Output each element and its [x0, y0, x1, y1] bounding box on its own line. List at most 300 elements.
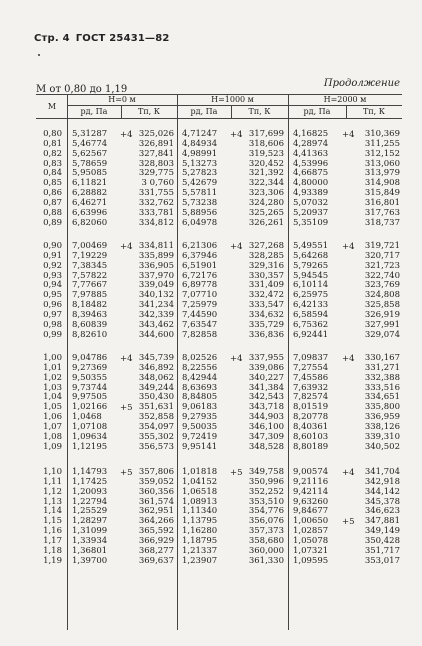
table-cell: 1,02857	[293, 526, 329, 537]
table-cell: 6,51901	[182, 260, 218, 271]
table-cell: 0,96	[43, 300, 62, 311]
table-cell: 4,41363	[293, 148, 329, 159]
table-cell: 311,255	[364, 138, 400, 149]
table-cell: 5,79265	[293, 260, 329, 271]
table-cell: 342,543	[248, 392, 284, 403]
table-cell: 0,95	[43, 290, 62, 301]
table-cell: 9,27935	[182, 412, 218, 423]
table-cell: 347,309	[248, 431, 284, 442]
table-cell: 328,285	[248, 250, 284, 261]
table-cell: 319,523	[248, 148, 284, 159]
pd-h1000-column-block	[182, 468, 230, 566]
table-cell: 8,20778	[293, 412, 329, 423]
table-cell: 1,13	[43, 496, 62, 507]
table-cell: 349,758	[248, 467, 284, 477]
table-cell: 313,060	[364, 158, 400, 169]
table-cell: 1,0468	[72, 412, 102, 423]
table-cell: 350,430	[138, 392, 174, 403]
table-cell: 1,17	[43, 535, 62, 546]
exponent-marker: +4	[230, 242, 243, 252]
table-cell: 4,93389	[293, 188, 329, 199]
exponent-marker: +4	[120, 354, 133, 364]
table-cell: 314,908	[364, 178, 400, 189]
table-cell: 9,95141	[182, 441, 218, 452]
table-cell: 6,10114	[293, 280, 329, 291]
table-cell: 337,955	[248, 353, 284, 363]
table-cell: 6,28882	[72, 188, 108, 199]
exponent-marker: +4	[230, 354, 243, 364]
table-cell: 7,19229	[72, 250, 108, 261]
table-cell: 347,881	[364, 516, 400, 527]
table-cell: 1,06518	[182, 486, 218, 497]
table-cell: 1,03	[43, 382, 62, 393]
table-cell: 330,167	[364, 353, 400, 363]
tp-h2000-column-block	[346, 242, 400, 340]
table-cell: 6,04978	[182, 217, 218, 228]
table-cell: 350,428	[364, 535, 400, 546]
table-cell: 8,22556	[182, 362, 218, 373]
table-cell: 313,979	[364, 168, 400, 179]
table-cell: 356,573	[138, 441, 174, 452]
table-cell: 9,27369	[72, 362, 108, 373]
pd-h1000-column-block	[182, 354, 230, 452]
table-cell: 9,42114	[293, 486, 329, 497]
table-cell: 346,100	[248, 421, 284, 432]
table-cell: 1,16280	[182, 526, 218, 537]
table-cell: 5,88956	[182, 207, 218, 218]
table-cell: 5,35109	[293, 217, 329, 228]
table-cell: 1,11	[43, 476, 62, 487]
table-cell: 0,88	[43, 207, 62, 218]
table-cell: 335,899	[138, 250, 174, 261]
table-cell: 327,268	[248, 241, 284, 251]
table-cell: 4,66875	[293, 168, 329, 179]
group-header-rule	[67, 105, 402, 106]
table-cell: 1,13795	[182, 516, 218, 527]
table-cell: 355,302	[138, 431, 174, 442]
table-cell: 331,755	[138, 188, 174, 199]
table-cell: 320,452	[248, 158, 284, 169]
tp-h0-column-block	[126, 130, 174, 228]
table-cell: 1,12195	[72, 441, 108, 452]
table-cell: 332,388	[364, 372, 400, 383]
table-cell: 1,36801	[72, 545, 108, 556]
table-cell: 364,266	[138, 516, 174, 527]
table-cell: 1,20093	[72, 486, 108, 497]
tp-h0-column-block	[126, 354, 174, 452]
table-cell: 327,841	[138, 148, 174, 159]
table-cell: 329,775	[138, 168, 174, 179]
pd-h1000-column-block	[182, 130, 230, 228]
table-cell: 344,903	[248, 412, 284, 423]
table-cell: 5,46774	[72, 138, 108, 149]
table-cell: 340,132	[138, 290, 174, 301]
table-cell: 9,50355	[72, 372, 108, 383]
table-cell: 7,97885	[72, 290, 108, 301]
table-cell: 368,277	[138, 545, 174, 556]
table-cell: 312,152	[364, 148, 400, 159]
table-cell: 357,806	[138, 467, 174, 477]
table-cell: 5,20937	[293, 207, 329, 218]
table-cell: 351,631	[138, 402, 174, 413]
table-cell: 327,991	[364, 319, 400, 330]
table-cell: 348,528	[248, 441, 284, 452]
table-cell: 352,252	[248, 486, 284, 497]
table-cell: 343,718	[248, 402, 284, 413]
table-cell: 0,93	[43, 270, 62, 281]
table-cell: 345,378	[364, 496, 400, 507]
table-cell: 5,13273	[182, 158, 218, 169]
table-cell: 329,074	[364, 329, 400, 340]
table-cell: 331,409	[248, 280, 284, 291]
table-cell: 337,970	[138, 270, 174, 281]
table-cell: 1,15	[43, 516, 62, 527]
tp-h2000-column-block	[346, 354, 400, 452]
table-cell: 1,08913	[182, 496, 218, 507]
table-cell: 360,356	[138, 486, 174, 497]
group-header-h2000: H=2000 м	[323, 95, 367, 104]
table-cell: 0,91	[43, 250, 62, 261]
table-cell: 349,149	[364, 526, 400, 537]
table-cell: 1,01	[43, 362, 62, 373]
tp-h1000-column-block	[234, 354, 284, 452]
table-cell: 6,63996	[72, 207, 108, 218]
table-cell: 5,27823	[182, 168, 218, 179]
table-cell: 7,00469	[72, 241, 108, 251]
table-cell: 1,07108	[72, 421, 108, 432]
table-cell: 0,99	[43, 329, 62, 340]
table-cell: 8,63693	[182, 382, 218, 393]
table-cell: 7,25979	[182, 300, 218, 311]
table-cell: 0,84	[43, 168, 62, 179]
table-cell: 321,392	[248, 168, 284, 179]
col-divider	[177, 94, 178, 630]
tp-h2000-column-block	[346, 130, 400, 228]
tp-h1000-column-block	[234, 130, 284, 228]
sub-header-pd: pд, Па	[80, 107, 108, 116]
table-cell: 1,08	[43, 431, 62, 442]
table-cell: 1,19	[43, 555, 62, 566]
table-cell: 354,776	[248, 506, 284, 517]
table-cell: 324,808	[364, 290, 400, 301]
table-cell: 5,49551	[293, 241, 329, 251]
table-cell: 9,63260	[293, 496, 329, 507]
table-cell: 326,261	[248, 217, 284, 228]
sub-header-pd: pд, Па	[303, 107, 331, 116]
table-cell: 338,126	[364, 421, 400, 432]
table-cell: 0,92	[43, 260, 62, 271]
table-cell: 346,623	[364, 506, 400, 517]
pd-h0-column-block	[72, 242, 120, 340]
table-cell: 7,57822	[72, 270, 108, 281]
table-cell: 1,07	[43, 421, 62, 432]
sub-header-tp: Tп, К	[363, 107, 385, 116]
table-cell: 365,592	[138, 526, 174, 537]
table-cell: 330,357	[248, 270, 284, 281]
table-cell: 4,16825	[293, 129, 329, 139]
col-divider	[67, 94, 68, 630]
table-cell: 357,373	[248, 526, 284, 537]
table-cell: 8,60103	[293, 431, 329, 442]
table-cell: 366,929	[138, 535, 174, 546]
table-cell: 1,25529	[72, 506, 108, 517]
pd-h2000-column-block	[293, 242, 341, 340]
table-cell: 1,02166	[72, 402, 108, 413]
table-cell: 326,919	[364, 309, 400, 320]
table-cell: 353,510	[248, 496, 284, 507]
pd-h0-column-block	[72, 130, 120, 228]
table-cell: 325,026	[138, 129, 174, 139]
table-cell: 332,472	[248, 290, 284, 301]
table-cell: 1,23907	[182, 555, 218, 566]
table-cell: 8,18482	[72, 300, 108, 311]
table-cell: 318,737	[364, 217, 400, 228]
table-cell: 1,31099	[72, 526, 108, 537]
table-cell: 1,05078	[293, 535, 329, 546]
table-cell: 342,339	[138, 309, 174, 320]
table-cell: 1,22794	[72, 496, 108, 507]
table-cell: 0,89	[43, 217, 62, 228]
m-column-header: М	[47, 102, 57, 111]
table-cell: 360,000	[248, 545, 284, 556]
table-cell: 318,606	[248, 138, 284, 149]
table-cell: 6,58594	[293, 309, 329, 320]
table-cell: 325,858	[364, 300, 400, 311]
table-cell: 325,265	[248, 207, 284, 218]
table-cell: 334,632	[248, 309, 284, 320]
exponent-marker: +5	[120, 403, 133, 414]
table-cell: 345,739	[138, 353, 174, 363]
table-cell: 333,547	[248, 300, 284, 311]
table-cell: 1,16	[43, 526, 62, 537]
sub-header-tp: Tп, К	[138, 107, 160, 116]
exponent-marker: +4	[120, 242, 133, 252]
table-cell: 5,42679	[182, 178, 218, 189]
table-cell: 339,049	[138, 280, 174, 291]
table-cell: 1,06	[43, 412, 62, 423]
table-cell: 5,73238	[182, 197, 218, 208]
table-cell: 317,699	[248, 129, 284, 139]
table-cell: 8,42944	[182, 372, 218, 383]
table-cell: 362,951	[138, 506, 174, 517]
pd-h0-column-block	[72, 468, 120, 566]
table-cell: 1,04152	[182, 476, 218, 487]
pd-h0-column-block	[72, 354, 120, 452]
sub-header-pd: pд, Па	[190, 107, 218, 116]
table-cell: 334,811	[138, 241, 174, 251]
table-cell: 342,918	[364, 476, 400, 487]
pd-h2000-column-block	[293, 354, 341, 452]
sub-header-tp: Tп, К	[248, 107, 271, 116]
table-cell: 361,330	[248, 555, 284, 566]
range-title: М от 0,80 до 1,19	[36, 84, 128, 95]
table-cell: 0,83	[43, 158, 62, 169]
table-cell: 344,142	[364, 486, 400, 497]
table-cell: 3 0,760	[141, 178, 174, 189]
table-cell: 8,80189	[293, 441, 329, 452]
page-header	[34, 33, 170, 44]
table-cell: 331,271	[364, 362, 400, 373]
table-cell: 323,769	[364, 280, 400, 291]
exponent-marker: +4	[342, 468, 355, 478]
table-cell: 353,017	[364, 555, 400, 566]
table-cell: 6,92441	[293, 329, 329, 340]
table-cell: 4,53996	[293, 158, 329, 169]
table-cell: 6,11821	[72, 178, 108, 189]
table-cell: 0,81	[43, 138, 62, 149]
table-cell: 333,781	[138, 207, 174, 218]
table-cell: 6,25975	[293, 290, 329, 301]
table-cell: 336,959	[364, 412, 400, 423]
table-cell: 7,63932	[293, 382, 329, 393]
table-cell: 320,717	[364, 250, 400, 261]
table-cell: 356,076	[248, 516, 284, 527]
table-cell: 334,812	[138, 217, 174, 228]
table-cell: 1,04	[43, 392, 62, 403]
table-cell: 1,10	[43, 467, 62, 477]
table-cell: 7,07710	[182, 290, 218, 301]
table-cell: 335,729	[248, 319, 284, 330]
table-cell: 9,72419	[182, 431, 218, 442]
table-cell: 9,97505	[72, 392, 108, 403]
table-cell: 328,803	[138, 158, 174, 169]
table-cell: 5,64268	[293, 250, 329, 261]
dot-mark	[38, 54, 40, 56]
exponent-marker: +5	[230, 468, 243, 478]
exponent-marker: +4	[120, 130, 133, 140]
table-cell: 7,09837	[293, 353, 329, 363]
table-cell: 9,84677	[293, 506, 329, 517]
table-cell: 1,18795	[182, 535, 218, 546]
table-cell: 8,82610	[72, 329, 108, 340]
table-cell: 352,858	[138, 412, 174, 423]
table-cell: 4,80000	[293, 178, 329, 189]
table-cell: 8,39463	[72, 309, 108, 320]
header-bottom-rule	[36, 118, 402, 119]
table-cell: 8,84805	[182, 392, 218, 403]
exponent-marker: +5	[120, 468, 133, 478]
table-cell: 341,704	[364, 467, 400, 477]
table-cell: 6,37946	[182, 250, 218, 261]
page-number: Стр. 4	[34, 33, 70, 44]
table-cell: 7,27554	[293, 362, 329, 373]
table-cell: 358,680	[248, 535, 284, 546]
table-cell: 348,062	[138, 372, 174, 383]
table-cell: 1,07321	[293, 545, 329, 556]
mach-number-column-block	[36, 130, 62, 228]
table-cell: 315,849	[364, 188, 400, 199]
group-header-h1000: H=1000 м	[211, 95, 254, 104]
table-cell: 1,21337	[182, 545, 218, 556]
table-cell: 1,05	[43, 402, 62, 413]
continuation-label: Продолжение	[323, 78, 400, 89]
table-cell: 336,905	[138, 260, 174, 271]
table-cell: 1,01818	[182, 467, 218, 477]
table-cell: 332,762	[138, 197, 174, 208]
table-cell: 8,40361	[293, 421, 329, 432]
table-cell: 5,57811	[182, 188, 218, 199]
table-cell: 369,637	[138, 555, 174, 566]
table-cell: 0,85	[43, 178, 62, 189]
tp-h0-column-block	[126, 468, 174, 566]
table-cell: 350,996	[248, 476, 284, 487]
table-cell: 9,50035	[182, 421, 218, 432]
table-cell: 0,90	[43, 241, 62, 251]
table-cell: 340,227	[248, 372, 284, 383]
table-cell: 1,18	[43, 545, 62, 556]
table-cell: 9,04786	[72, 353, 108, 363]
table-cell: 341,234	[138, 300, 174, 311]
table-cell: 5,07032	[293, 197, 329, 208]
table-cell: 5,62567	[72, 148, 108, 159]
table-cell: 323,306	[248, 188, 284, 199]
table-cell: 7,45586	[293, 372, 329, 383]
table-cell: 1,09634	[72, 431, 108, 442]
table-cell: 335,800	[364, 402, 400, 413]
table-cell: 8,01519	[293, 402, 329, 413]
exponent-marker: +4	[342, 354, 355, 364]
table-cell: 1,14793	[72, 467, 108, 477]
table-cell: 1,33934	[72, 535, 108, 546]
table-cell: 361,574	[138, 496, 174, 507]
table-cell: 0,98	[43, 319, 62, 330]
table-cell: 349,244	[138, 382, 174, 393]
table-cell: 0,87	[43, 197, 62, 208]
mach-number-column-block	[36, 468, 62, 566]
table-cell: 5,78659	[72, 158, 108, 169]
pd-h2000-column-block	[293, 130, 341, 228]
table-cell: 6,72176	[182, 270, 218, 281]
exponent-marker: +4	[342, 242, 355, 252]
table-cell: 321,723	[364, 260, 400, 271]
table-cell: 333,516	[364, 382, 400, 393]
tp-h0-column-block	[126, 242, 174, 340]
mach-number-column-block	[36, 354, 62, 452]
table-cell: 6,75362	[293, 319, 329, 330]
table-cell: 0,86	[43, 188, 62, 199]
table-cell: 6,82060	[72, 217, 108, 228]
table-cell: 319,721	[364, 241, 400, 251]
table-cell: 4,71247	[182, 129, 218, 139]
table-cell: 9,00574	[293, 467, 329, 477]
pd-h2000-column-block	[293, 468, 341, 566]
tp-h1000-column-block	[234, 468, 284, 566]
table-cell: 336,836	[248, 329, 284, 340]
table-cell: 6,42133	[293, 300, 329, 311]
table-cell: 7,82574	[293, 392, 329, 403]
pd-h1000-column-block	[182, 242, 230, 340]
table-cell: 7,44590	[182, 309, 218, 320]
table-cell: 5,31287	[72, 129, 108, 139]
table-cell: 324,280	[248, 197, 284, 208]
table-cell: 9,21116	[293, 476, 329, 487]
table-cell: 316,801	[364, 197, 400, 208]
table-cell: 1,28297	[72, 516, 108, 527]
standard-number: ГОСТ 25431—82	[75, 33, 170, 44]
table-cell: 7,38345	[72, 260, 108, 271]
table-cell: 317,763	[364, 207, 400, 218]
table-cell: 4,84934	[182, 138, 218, 149]
table-cell: 1,17425	[72, 476, 108, 487]
table-cell: 1,00650	[293, 516, 329, 527]
table-cell: 351,717	[364, 545, 400, 556]
table-cell: 0,80	[43, 129, 62, 139]
table-cell: 1,12	[43, 486, 62, 497]
table-cell: 8,60839	[72, 319, 108, 330]
table-cell: 8,02526	[182, 353, 218, 363]
table-cell: 0,82	[43, 148, 62, 159]
table-cell: 310,369	[364, 129, 400, 139]
